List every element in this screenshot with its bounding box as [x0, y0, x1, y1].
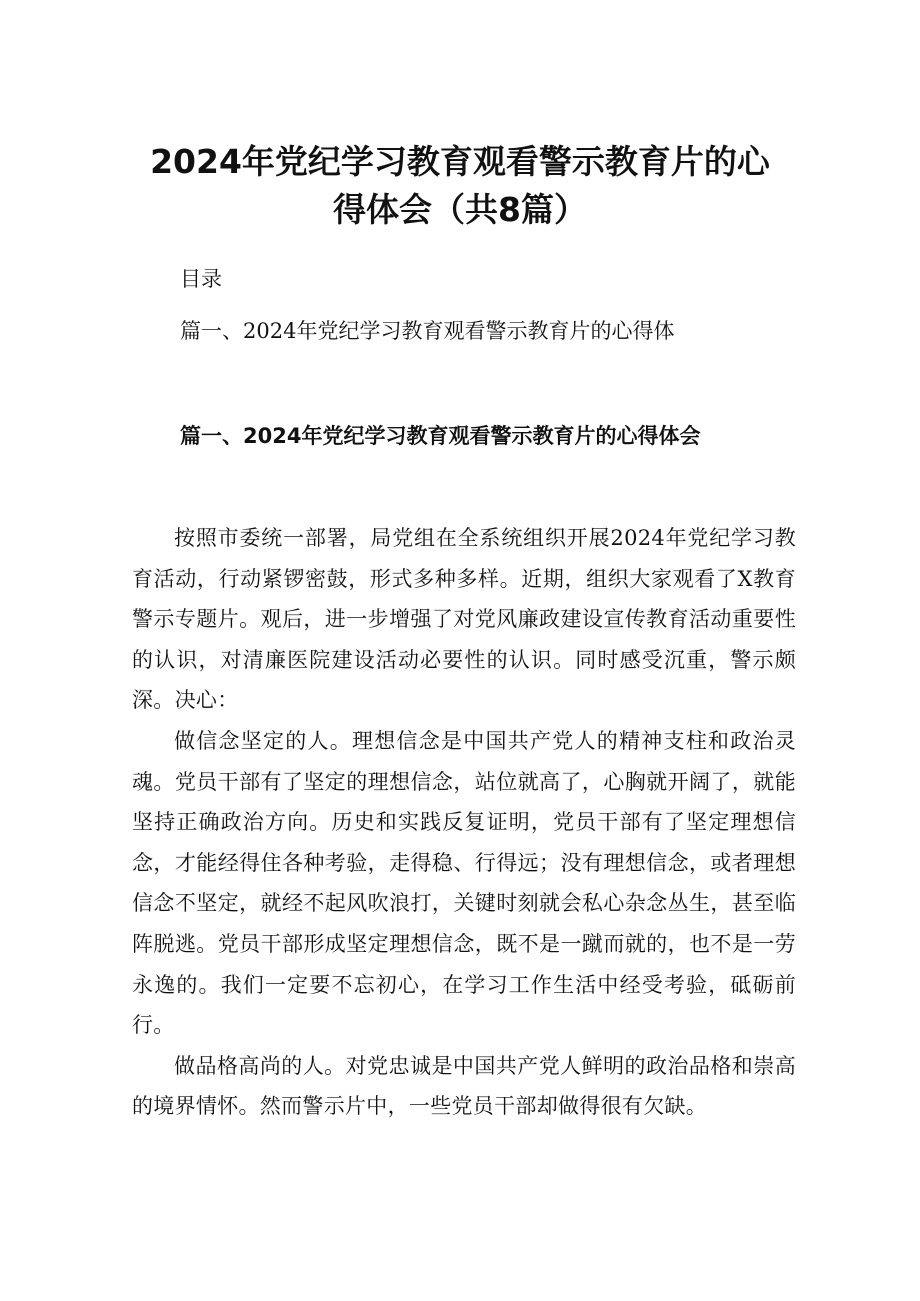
toc-heading: 目录	[180, 267, 222, 291]
paragraph-2: 做信念坚定的人。理想信念是中国共产党人的精神支柱和政治灵魂。党员干部有了坚定的理想信念，站位就高了，心胸就开阔了，就能坚持正确政治方向。历史和实践反复证明，党员干部有了坚定理想信念，才能经得住各种考验，走得稳、行得远；没有理想信念，或者理想信念不坚定，就经不起风吹浪打，关键时刻就会私心杂念丛生，甚至临阵脱逃。党员干部形成坚定理想信念，既不是一蹴而就的，也不是一劳永逸的。我们一定要不忘初心，在学习工作生活中经受考验，砥砺前行。	[132, 728, 796, 1038]
section-heading: 篇一、2024年党纪学习教育观看警示教育片的心得体会	[180, 424, 701, 448]
body-text	[132, 518, 796, 1127]
toc-item[interactable]: 篇一、2024年党纪学习教育观看警示教育片的心得体	[180, 319, 675, 343]
paragraph-3: 做品格高尚的人。对党忠诚是中国共产党人鲜明的政治品格和崇高的境界情怀。然而警示片中，一些党员干部却做得很有欠缺。	[132, 1053, 796, 1119]
document-title-line-2: 得体会（共8篇）	[333, 190, 587, 229]
paragraph-1: 按照市委统一部署，局党组在全系统组织开展2024年党纪学习教育活动，行动紧锣密鼓，形式多种多样。近期，组织大家观看了X教育警示专题片。观后，进一步增强了对党风廉政建设宣传教育活动重要性的认识，对清廉医院建设活动必要性的认识。同时感受沉重，警示颇深。决心：	[132, 526, 796, 713]
document-title-line-1: 2024年党纪学习教育观看警示教育片的心	[150, 142, 770, 181]
